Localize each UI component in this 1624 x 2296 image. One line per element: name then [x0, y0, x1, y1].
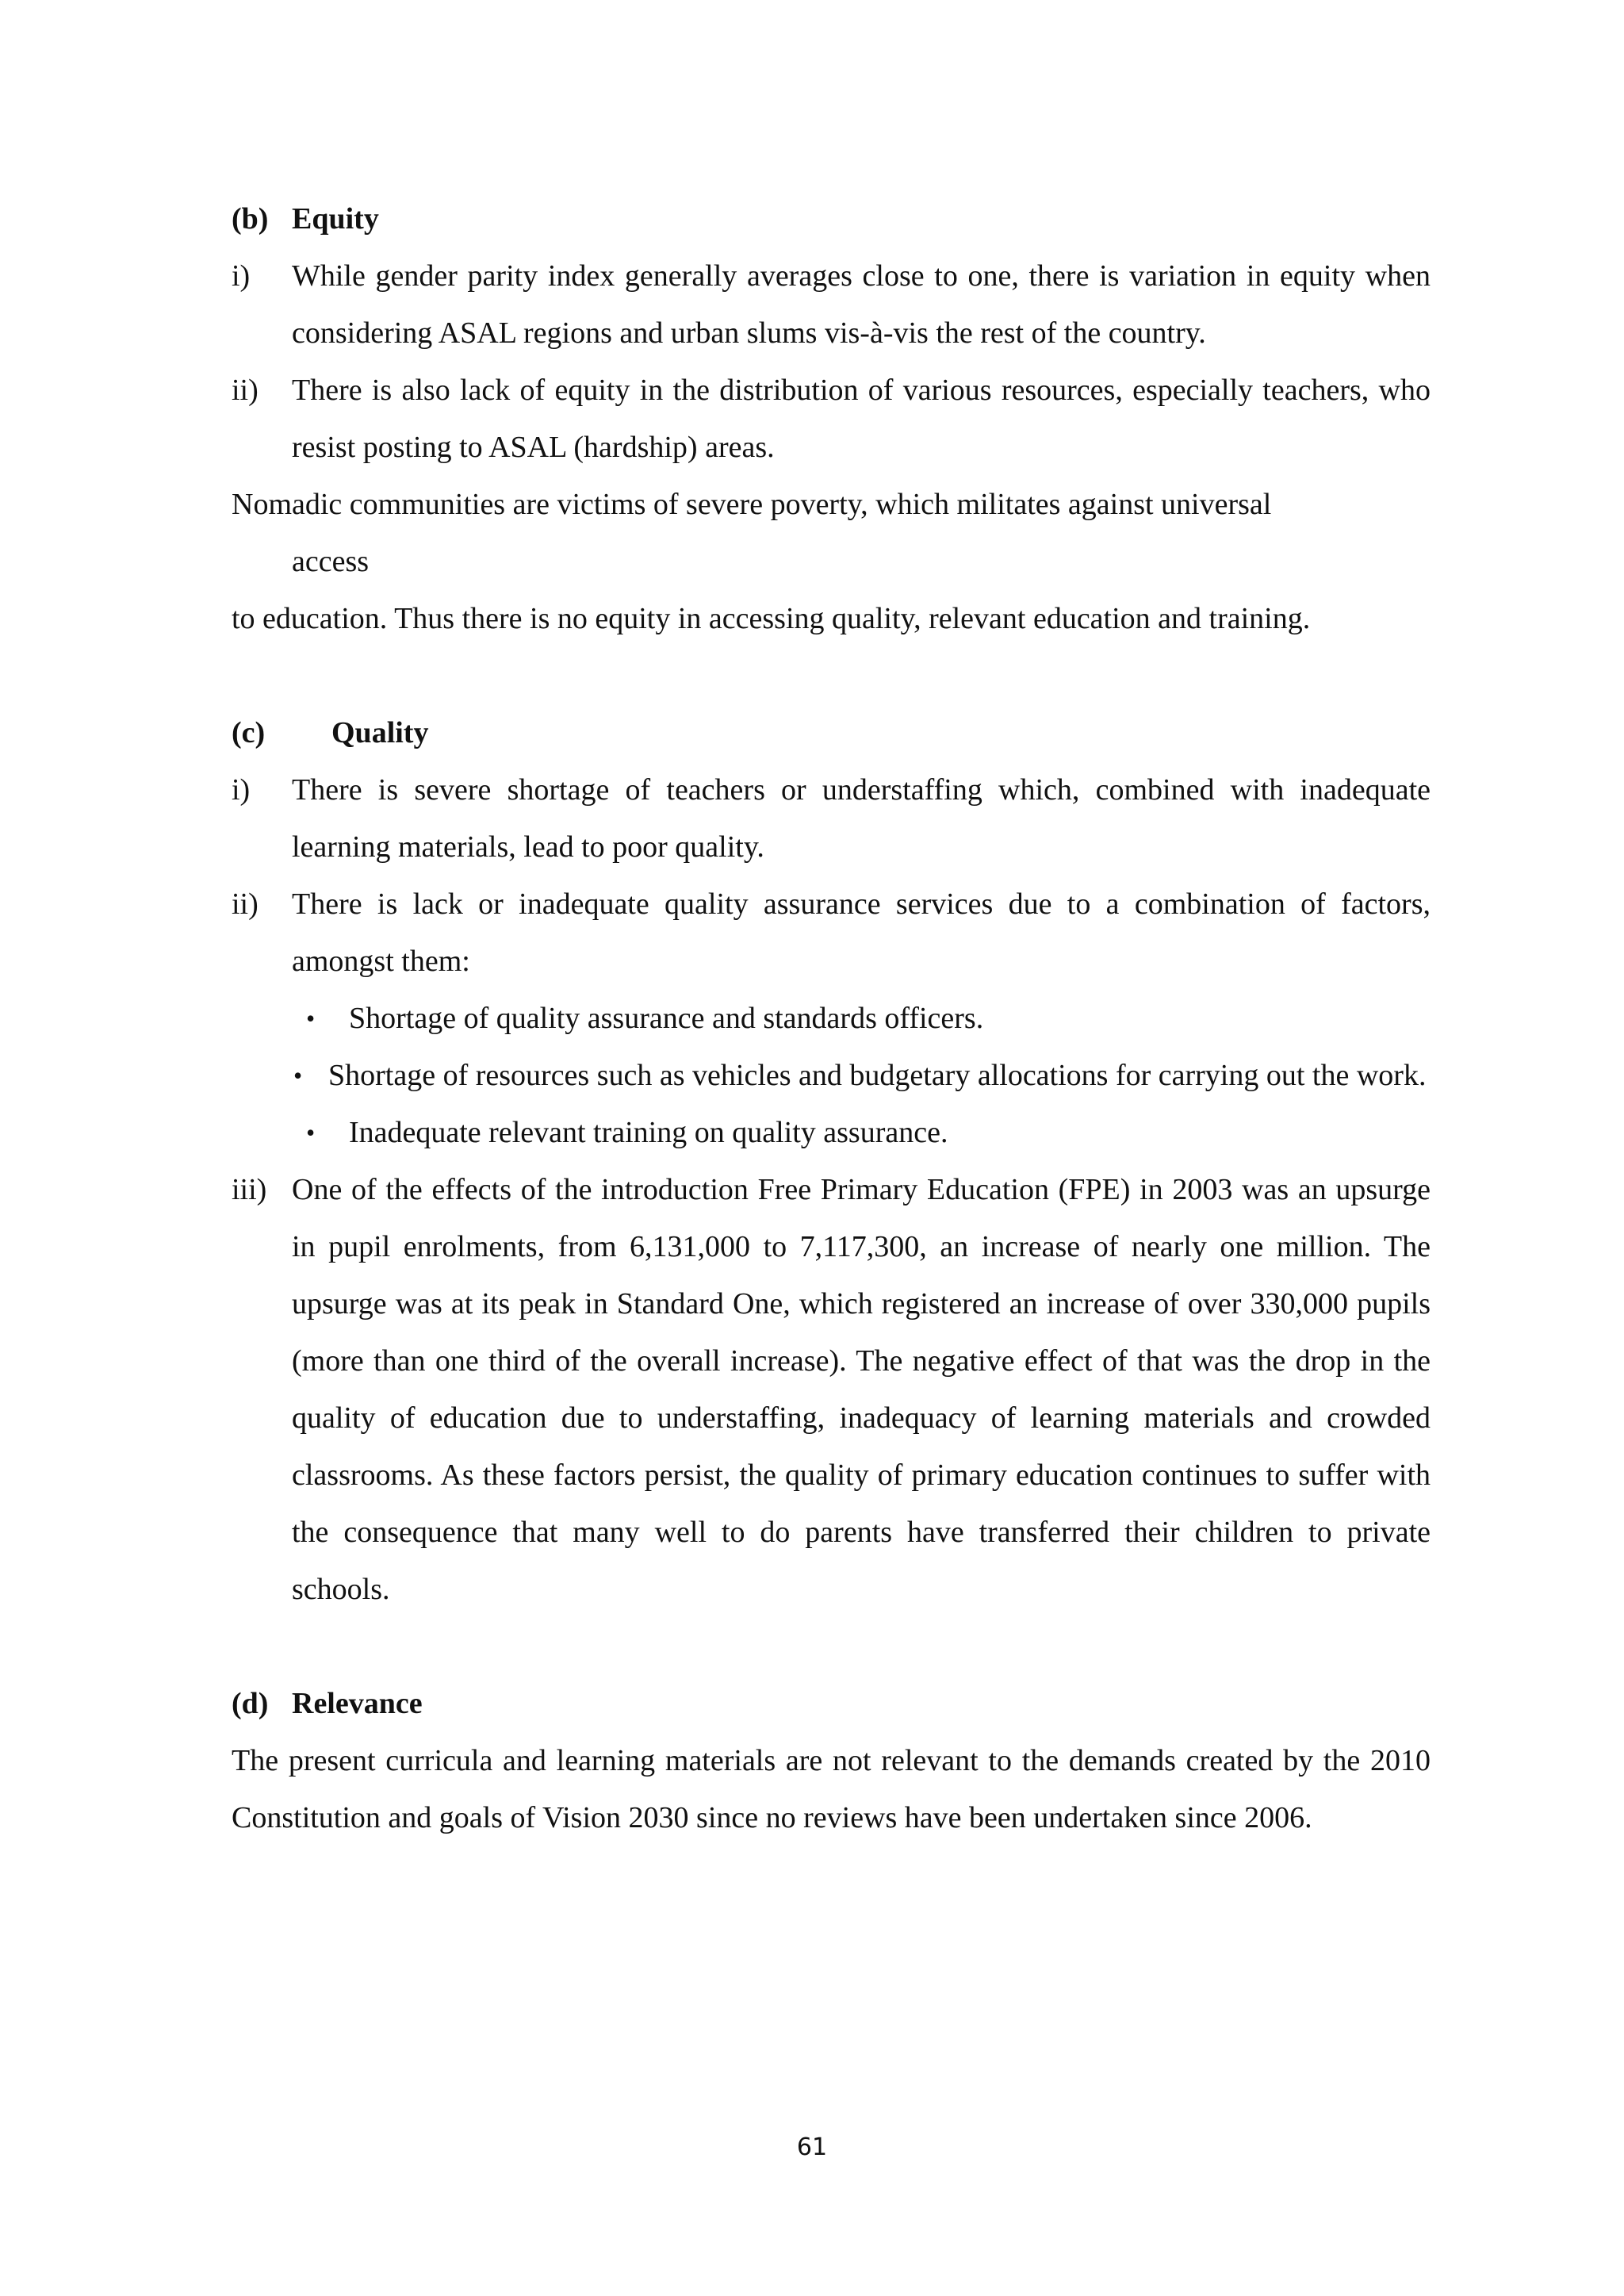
- bullet-glyph: •: [306, 1004, 316, 1033]
- list-item: [232, 876, 1431, 990]
- item-number: i): [232, 773, 251, 807]
- bullet-item: [292, 1047, 1431, 1104]
- section-heading-equity: [232, 190, 1431, 247]
- bullet-glyph: •: [306, 1118, 316, 1147]
- section-title: Quality: [331, 716, 429, 749]
- paragraph-line: Nomadic communities are victims of severe poverty, which militates against universal: [232, 488, 1272, 521]
- section-label: (b): [232, 202, 269, 236]
- paragraph-line: access: [292, 545, 370, 578]
- section-heading-relevance: [232, 1675, 1431, 1732]
- item-text: While gender parity index generally averages close to one, there is variation in equity when considering ASAL regions and urban slums vis-à-vis the rest of the country.: [292, 259, 1431, 350]
- bullet-text: Shortage of resources such as vehicles and budgetary allocations for carrying out the work.: [328, 1059, 1427, 1092]
- paragraph-line: to education. Thus there is no equity in accessing quality, relevant education and training.: [232, 602, 1311, 635]
- item-number: i): [232, 259, 251, 293]
- list-item: [232, 247, 1431, 362]
- bullet-text: Shortage of quality assurance and standards officers.: [349, 1002, 984, 1035]
- item-text: There is lack or inadequate quality assurance services due to a combination of factors, amongst them:: [292, 887, 1431, 978]
- item-text: There is severe shortage of teachers or understaffing which, combined with inadequate learning materials, lead to poor quality.: [292, 773, 1431, 864]
- section-title: Relevance: [292, 1687, 423, 1720]
- section-heading-quality: [232, 704, 1431, 761]
- bullet-item: [292, 990, 1431, 1047]
- item-number: iii): [232, 1173, 267, 1206]
- item-number: ii): [232, 887, 259, 921]
- bullet-item: [292, 1104, 1431, 1161]
- section-title: Equity: [292, 202, 379, 236]
- list-item: [232, 1161, 1431, 1618]
- page-body: [232, 190, 1431, 1846]
- section-label: (d): [232, 1687, 269, 1720]
- paragraph-relevance: The present curricula and learning materials are not relevant to the demands created by the 2010 Constitution and goals of Vision 2030 since no reviews have been undertaken since 2006.: [232, 1744, 1431, 1834]
- item-text: There is also lack of equity in the distribution of various resources, especially teachers, who resist posting to ASAL (hardship) areas.: [292, 374, 1431, 464]
- item-text: One of the effects of the introduction Free Primary Education (FPE) in 2003 was an upsurge in pupil enrolments, from 6,131,000 to 7,117,300, an increase of nearly one million. The upsurge was at its peak in Standard One, which registered an increase of over 330,000 pupils (more than one third of the overall increase). The negative effect of that was the drop in the quality of education due to understaffing, inadequacy of learning materials and crowded classrooms. As these factors persist, the quality of primary education continues to suffer with the consequence that many well to do parents have transferred their children to private schools.: [292, 1173, 1431, 1606]
- bullet-glyph: •: [293, 1061, 303, 1090]
- item-number: ii): [232, 374, 259, 407]
- list-item: [232, 761, 1431, 876]
- page-number: 61: [796, 2133, 828, 2161]
- section-label: (c): [232, 716, 266, 749]
- paragraph-nomadic: [232, 476, 1431, 647]
- bullet-list: [232, 990, 1431, 1161]
- list-item: [232, 362, 1431, 476]
- bullet-text: Inadequate relevant training on quality assurance.: [349, 1116, 948, 1149]
